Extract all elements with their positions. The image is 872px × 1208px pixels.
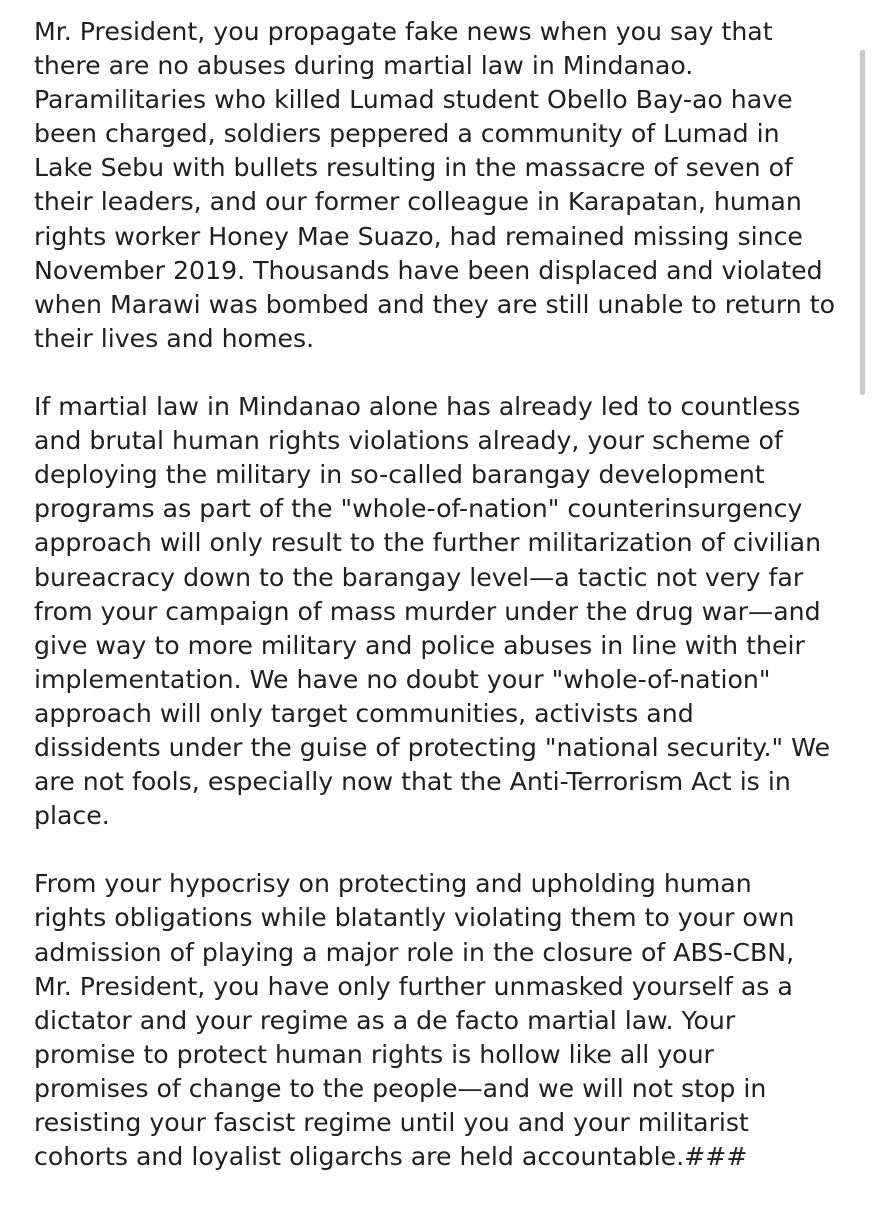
paragraph-1 [34, 15, 846, 356]
text-line: when Marawi was bombed and they are still unable to return to [34, 289, 835, 319]
scrollbar-thumb[interactable] [860, 50, 865, 395]
text-line: Lake Sebu with bullets resulting in the massacre of seven of [34, 153, 793, 183]
text-line: Mr. President, you have only further unmasked yourself as a [34, 971, 793, 1001]
text-line: there are no abuses during martial law in Mindanao. [34, 51, 694, 81]
text-line: If martial law in Mindanao alone has already led to countless [34, 392, 801, 422]
text-line: promises of change to the people—and we will not stop in [34, 1073, 767, 1103]
text-line: admission of playing a major role in the closure of ABS-CBN, [34, 937, 795, 967]
text-line: From your hypocrisy on protecting and upholding human [34, 869, 752, 899]
paragraph-2 [34, 390, 846, 833]
text-line: place. [34, 801, 110, 831]
text-line: bureacracy down to the barangay level—a tactic not very far [34, 562, 804, 592]
text-line: from your campaign of mass murder under the drug war—and [34, 596, 821, 626]
text-line: cohorts and loyalist oligarchs are held accountable.### [34, 1142, 748, 1172]
text-line: are not fools, especially now that the Anti-Terrorism Act is in [34, 767, 791, 797]
text-line: programs as part of the "whole-of-nation" counterinsurgency [34, 494, 803, 524]
text-line: their lives and homes. [34, 323, 315, 353]
text-line: dissidents under the guise of protecting "national security." We [34, 732, 831, 762]
text-line: Paramilitaries who killed Lumad student Obello Bay-ao have [34, 85, 793, 115]
text-line: promise to protect human rights is hollow like all your [34, 1039, 714, 1069]
text-line: been charged, soldiers peppered a community of Lumad in [34, 119, 780, 149]
paragraph-3 [34, 867, 846, 1174]
text-line: their leaders, and our former colleague in Karapatan, human [34, 187, 802, 217]
text-line: rights worker Honey Mae Suazo, had remained missing since [34, 221, 803, 251]
text-line: November 2019. Thousands have been displaced and violated [34, 255, 823, 285]
text-line: resisting your fascist regime until you and your militarist [34, 1108, 749, 1137]
document-body [34, 15, 846, 1208]
text-line: dictator and your regime as a de facto martial law. Your [34, 1005, 736, 1035]
text-line: implementation. We have no doubt your "whole-of-nation" [34, 664, 771, 694]
scrollbar[interactable] [860, 50, 872, 410]
text-line: give way to more military and police abuses in line with their [34, 630, 805, 660]
text-line: rights obligations while blatantly violating them to your own [34, 903, 795, 933]
text-line: Mr. President, you propagate fake news when you say that [34, 17, 773, 46]
text-line: approach will only target communities, activists and [34, 698, 694, 728]
text-line: deploying the military in so-called barangay development [34, 460, 765, 490]
text-line: approach will only result to the further militarization of civilian [34, 528, 822, 558]
text-line: and brutal human rights violations already, your scheme of [34, 426, 783, 456]
